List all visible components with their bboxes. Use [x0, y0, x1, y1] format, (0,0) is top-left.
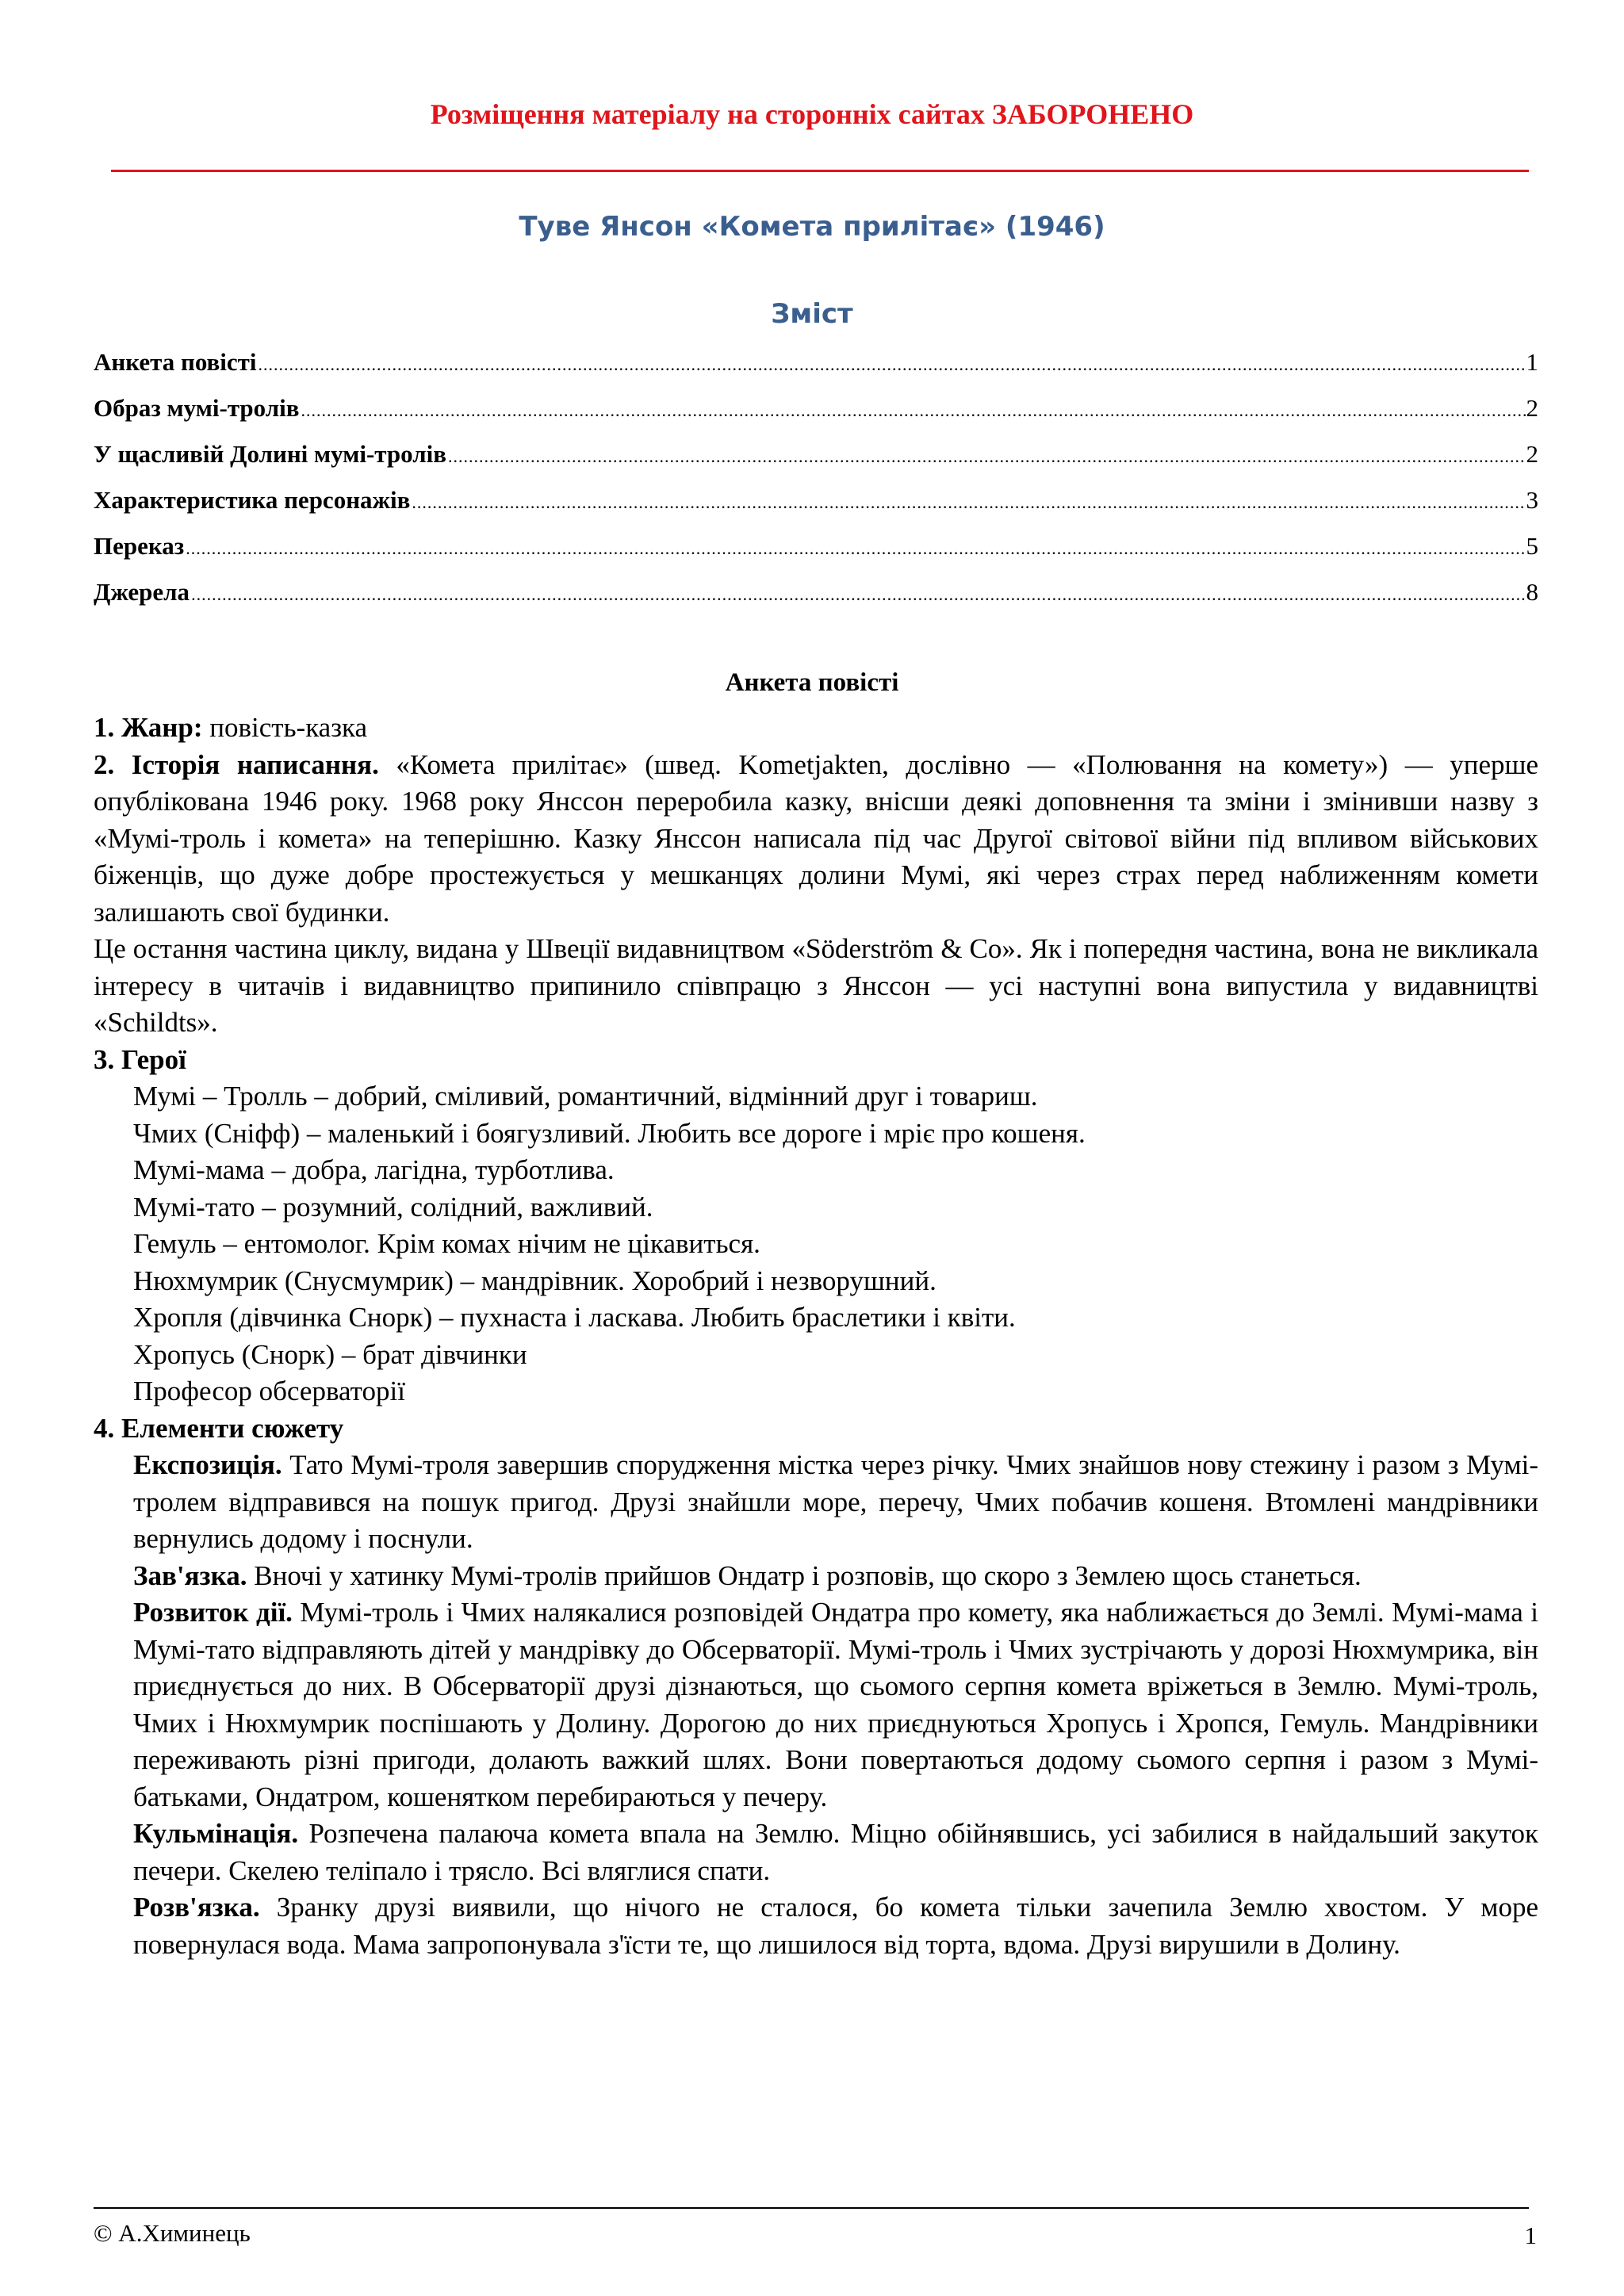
list-item: Професор обсерваторії — [133, 1376, 405, 1406]
toc-item-label: У щасливій Долині мумі-тролів — [94, 440, 446, 468]
list-item: Хропусь (Снорк) – брат дівчинки — [133, 1338, 527, 1370]
footer-author: © А.Химинець — [94, 2219, 251, 2247]
list-item: Хропля (дівчинка Снорк) – пухнаста і ласкава. Любить браслетики і квіти. — [133, 1302, 1016, 1333]
toc-item[interactable] — [94, 477, 1538, 523]
history-paragraph — [94, 747, 1538, 932]
copyright-warning: Розміщення матеріалу на сторонніх сайтах ЗАБОРОНЕНО — [430, 98, 1194, 130]
toc-item-label: Характеристика персонажів — [94, 486, 411, 514]
history-paragraph-2: Це остання частина циклу, видана у Швеції видавництвом «Söderström & Co». Як і попередня частина, вона не викликала інтересу в читачів і видавництво припинило співпрацю з Янссон — усі наступні вона випустила у видавництві «Schildts». — [94, 933, 1538, 1038]
section-title: Анкета повісті — [725, 668, 899, 697]
header-divider — [111, 170, 1529, 172]
toc-item-label: Анкета повісті — [94, 348, 257, 376]
toc-item-label: Джерела — [94, 578, 190, 606]
genre-paragraph — [94, 710, 1538, 747]
heroes-list — [94, 1078, 1538, 1410]
list-item: Чмих (Сніфф) – маленький і боягузливий. Любить все дороге і мріє про кошеня. — [133, 1117, 1086, 1149]
plot-item-label: Розвиток дії. — [133, 1597, 293, 1628]
plot-item-text: Зранку друзі виявили, що нічого не сталося, бо комета тільки зачепила Землю хвостом. У море повернулася вода. Мама запропонувала з'їсти те, що лишилося від торта, вдома. Друзі вирушили в Долину. — [133, 1892, 1538, 1960]
toc-leader-dots — [301, 388, 1526, 434]
toc-leader-dots — [448, 434, 1526, 480]
plot-development — [94, 1594, 1538, 1816]
plot-item-label: Експозиція. — [133, 1449, 282, 1480]
plot-item-text: Розпечена палаюча комета впала на Землю. Міцно обійнявшись, усі забилися в найдальший закуток печери. Скелею теліпало і трясло. Всі вляглися спати. — [133, 1818, 1538, 1886]
toc-leader-dots — [412, 480, 1526, 526]
toc-heading: Зміст — [771, 298, 853, 330]
toc-item-page: 2 — [1526, 394, 1538, 422]
plot-item-text: Вночі у хатинку Мумі-тролів прийшов Ондатр і розповів, що скоро з Землею щось станеться. — [247, 1559, 1362, 1591]
list-item: Нюхмумрик (Снусмумрик) – мандрівник. Хоробрий і незворушний. — [133, 1265, 936, 1296]
toc-leader-dots — [186, 526, 1526, 572]
plot-exposition — [94, 1447, 1538, 1558]
genre-value: повість-казка — [202, 712, 368, 743]
list-item: Мумі-мама – добра, лагідна, турботлива. — [133, 1154, 615, 1185]
toc-item[interactable] — [94, 385, 1538, 431]
toc-item[interactable] — [94, 431, 1538, 477]
plot-item-label: Розв'язка. — [133, 1892, 260, 1923]
list-item: Гемуль – ентомолог. Крім комах нічим не цікавиться. — [133, 1228, 760, 1259]
plot-heading — [94, 1410, 1538, 1448]
heroes-label: 3. Герої — [94, 1043, 186, 1075]
history-text: «Комета прилітає» (швед. Kometjakten, дослівно — «Полювання на комету») — уперше опублікована 1946 року. 1968 року Янссон переробила казку, внісши деякі доповнення та зміни і змінивши назву з «Мумі-троль і комета» на теперішню. Казку Янссон написала під час Другої світової війни під впливом військових біженців, що дуже добре простежується у мешканцях долини Мумі, які через страх перед наближенням комети залишають свої будинки. — [94, 748, 1538, 928]
plot-item-text: Тато Мумі-троля завершив спорудження містка через річку. Чмих знайшов нову стежину і разом з Мумі-тролем відправився на пошук пригод. Друзі знайшли море, перечу, Чмих побачив кошеня. Втомлені мандрівники вернулись додому і поснули. — [133, 1449, 1538, 1554]
toc-item-label: Переказ — [94, 532, 185, 560]
plot-item-label: Кульмінація. — [133, 1818, 299, 1849]
toc-item[interactable] — [94, 339, 1538, 385]
toc-item-page: 5 — [1526, 532, 1538, 560]
toc-item-page: 1 — [1526, 348, 1538, 376]
section-body — [94, 710, 1538, 1963]
toc-item-page: 8 — [1526, 578, 1538, 606]
toc-leader-dots — [191, 572, 1526, 618]
page-number: 1 — [1524, 2221, 1537, 2249]
list-item: Мумі-тато – розумний, солідний, важливий. — [133, 1191, 653, 1223]
toc-item[interactable] — [94, 569, 1538, 615]
plot-item-label: Зав'язка. — [133, 1559, 247, 1591]
toc-item-page: 3 — [1526, 486, 1538, 514]
history-label: 2. Історія написання. — [94, 748, 379, 780]
toc-item-page: 2 — [1526, 440, 1538, 468]
list-item: Мумі – Тролль – добрий, сміливий, романтичний, відмінний друг і товариш. — [133, 1081, 1038, 1112]
heroes-heading — [94, 1042, 1538, 1079]
toc-item[interactable] — [94, 523, 1538, 569]
genre-label: 1. Жанр: — [94, 712, 203, 743]
plot-climax — [94, 1816, 1538, 1889]
plot-label: 4. Елементи сюжету — [94, 1412, 344, 1444]
toc-leader-dots — [259, 342, 1526, 388]
toc-item-label: Образ мумі-тролів — [94, 394, 300, 422]
plot-setup — [94, 1558, 1538, 1595]
plot-resolution — [94, 1889, 1538, 1963]
document-title: Туве Янсон «Комета прилітає» (1946) — [519, 211, 1105, 243]
footer-divider — [94, 2207, 1529, 2209]
plot-item-text: Мумі-троль і Чмих налякалися розповідей Ондатра про комету, яка наближається до Землі. Мумі-мама і Мумі-тато відправляють дітей у мандрівку до Обсерваторії. Мумі-троль і Чмих зустрічають у дорозі Нюхмумрика, він приєднується до них. В Обсерваторії друзі дізнаються, що сьомого серпня комета вріжеться в Землю. Мумі-троль, Чмих і Нюхмумрик поспішають у Долину. Дорогою до них приєднуються Хропусь і Хропся, Гемуль. Мандрівники переживають різні пригоди, долають важкий шлях. Вони повертаються додому сьомого серпня і разом з Мумі-батьками, Ондатром, кошенятком перебираються у печеру. — [133, 1597, 1538, 1812]
table-of-contents — [94, 339, 1538, 615]
